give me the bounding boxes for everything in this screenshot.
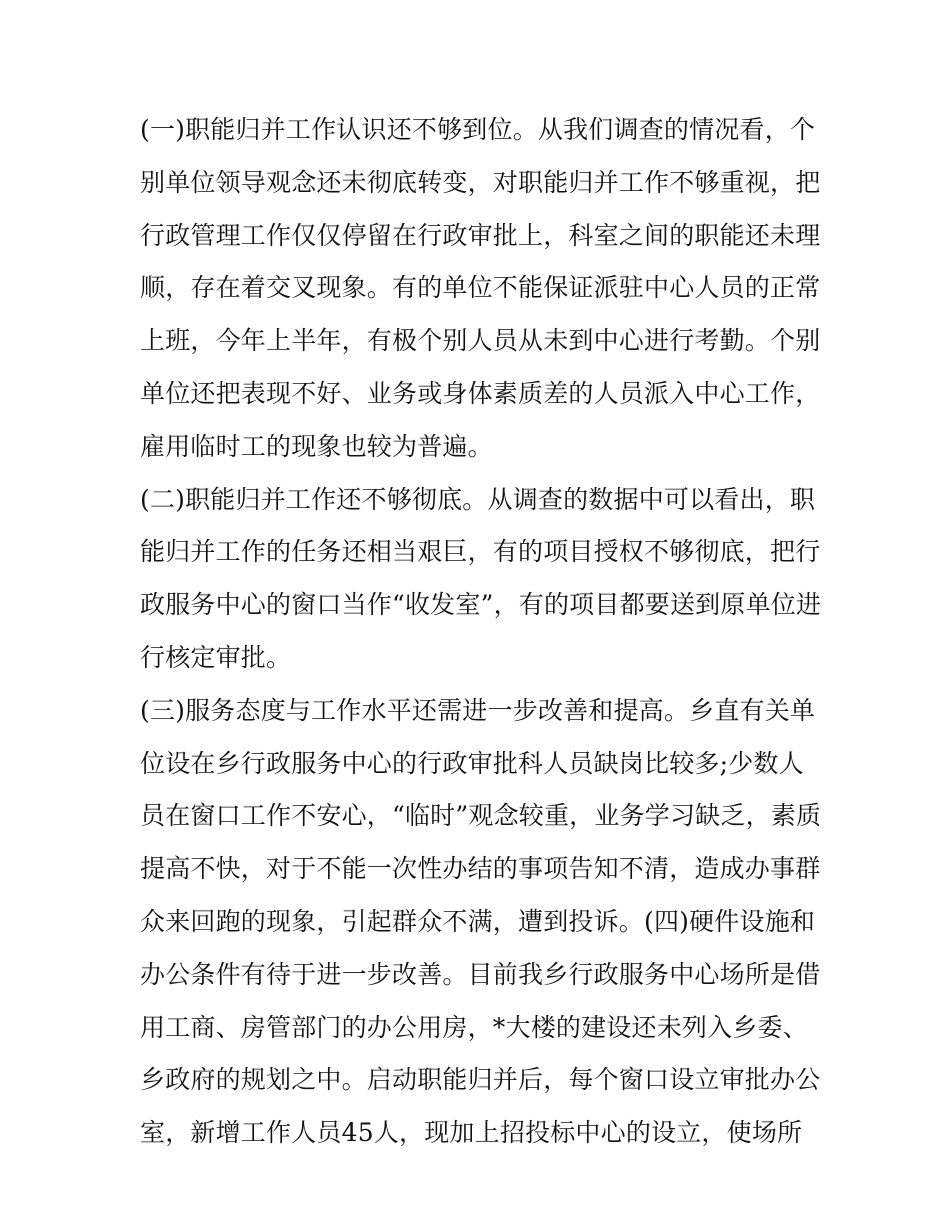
text-line: 上班，今年上半年，有极个别人员从未到中心进行考勤。个别 [140, 326, 821, 356]
text-line: 行政管理工作仅仅停留在行政审批上，科室之间的职能还未理 [140, 220, 821, 250]
text-line: 政服务中心的窗口当作“收发室”，有的项目都要送到原单位进 [140, 590, 822, 620]
text-line: 能归并工作的任务还相当艰巨，有的项目授权不够彻底，把行 [140, 537, 821, 567]
text-line: 别单位领导观念还未彻底转变，对职能归并工作不够重视，把 [140, 167, 821, 197]
text-line: 雇用临时工的现象也较为普遍。 [140, 431, 493, 461]
text-line: 办公条件有待于进一步改善。目前我乡行政服务中心场所是借 [140, 959, 821, 989]
body-text [140, 104, 822, 1160]
text-line: 员在窗口工作不安心，“临时”观念较重，业务学习缺乏，素质 [140, 801, 822, 831]
text-line: 位设在乡行政服务中心的行政审批科人员缺岗比较多;少数人 [140, 748, 804, 778]
text-line: 乡政府的规划之中。启动职能归并后，每个窗口设立审批办公 [140, 1065, 821, 1095]
text-line: 顺，存在着交叉现象。有的单位不能保证派驻中心人员的正常 [140, 273, 821, 303]
text-line: (三)服务态度与工作水平还需进一步改善和提高。乡直有关单 [140, 695, 816, 725]
text-line: 单位还把表现不好、业务或身体素质差的人员派入中心工作， [140, 378, 821, 408]
text-line: (二)职能归并工作还不够彻底。从调查的数据中可以看出，职 [140, 484, 816, 514]
text-line: 众来回跑的现象，引起群众不满，遭到投诉。(四)硬件设施和 [140, 906, 816, 936]
text-line: (一)职能归并工作认识还不够到位。从我们调查的情况看，个 [140, 115, 816, 144]
text-line: 室，新增工作人员45人，现加上招投标中心的设立，使场所 [140, 1118, 803, 1148]
text-line: 行核定审批。 [140, 642, 292, 672]
text-line: 用工商、房管部门的办公用房，*大楼的建设还未列入乡委、 [140, 1012, 808, 1042]
text-line: 提高不快，对于不能一次性办结的事项告知不清，造成办事群 [140, 854, 821, 884]
